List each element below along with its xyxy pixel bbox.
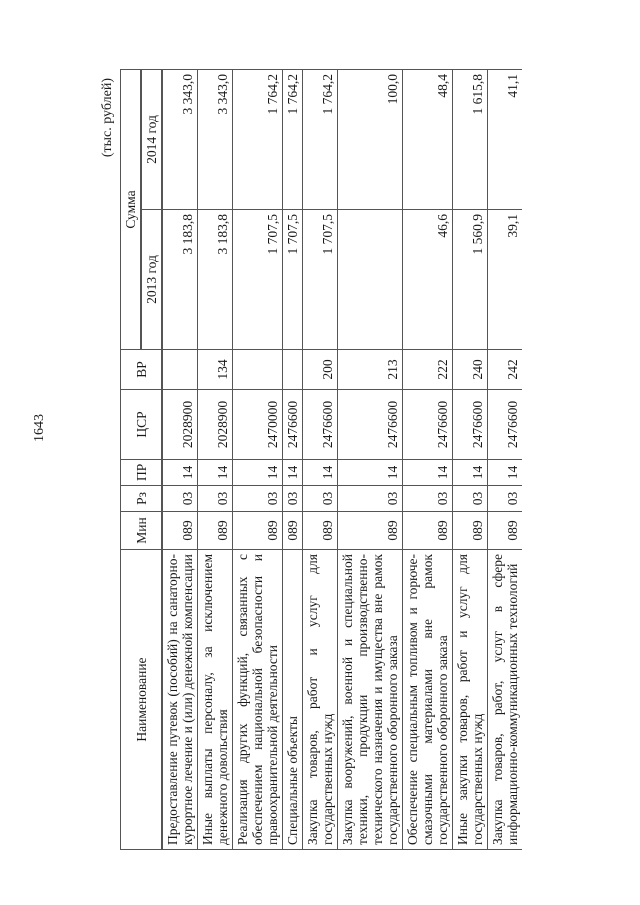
row-csr: 2476600 <box>403 390 453 460</box>
table-row <box>338 69 403 849</box>
row-min: 089 <box>233 512 283 550</box>
row-vr: 222 <box>403 350 453 390</box>
table-row <box>233 69 283 849</box>
col-header-vr: ВР <box>121 350 163 390</box>
row-rz: 03 <box>283 486 303 512</box>
col-header-min: Мин <box>121 512 163 550</box>
row-pr: 14 <box>283 460 303 486</box>
row-csr: 2476600 <box>303 390 338 460</box>
row-rz: 03 <box>403 486 453 512</box>
row-sum-2013: 3 183,8 <box>198 210 233 350</box>
row-name: Закупка товаров, работ, услуг в сфере информационно-коммуникационных технологий <box>488 550 523 850</box>
row-vr: 134 <box>198 350 233 390</box>
row-csr: 2476600 <box>283 390 303 460</box>
col-header-csr: ЦСР <box>121 390 163 460</box>
row-sum-2013: 1 707,5 <box>303 210 338 350</box>
table-row <box>488 69 523 849</box>
row-vr <box>283 350 303 390</box>
row-vr: 240 <box>453 350 488 390</box>
col-header-sum: Сумма <box>121 69 142 349</box>
row-vr: 200 <box>303 350 338 390</box>
row-pr: 14 <box>488 460 523 486</box>
row-pr: 14 <box>453 460 488 486</box>
row-rz: 03 <box>198 486 233 512</box>
row-min: 089 <box>488 512 523 550</box>
col-header-rz: Рз <box>121 486 163 512</box>
row-csr: 2470000 <box>233 390 283 460</box>
row-csr: 2476600 <box>488 390 523 460</box>
col-header-2014: 2014 год <box>141 69 162 209</box>
row-pr: 14 <box>198 460 233 486</box>
row-sum-2013: 1 707,5 <box>233 210 283 350</box>
row-rz: 03 <box>338 486 403 512</box>
row-min: 089 <box>303 512 338 550</box>
col-header-2013: 2013 год <box>141 210 162 350</box>
row-rz: 03 <box>453 486 488 512</box>
row-sum-2014: 1 764,2 <box>233 69 283 209</box>
row-sum-2013: 39,1 <box>488 210 523 350</box>
row-pr: 14 <box>303 460 338 486</box>
row-name: Предоставление путевок (пособий) на санаторно-курортное лечение и (или) денежной компенсации <box>162 550 198 850</box>
units-label: (тыс. рублей) <box>100 78 115 158</box>
table-row <box>198 69 233 849</box>
row-vr <box>233 350 283 390</box>
row-pr: 14 <box>338 460 403 486</box>
row-pr: 14 <box>403 460 453 486</box>
row-min: 089 <box>403 512 453 550</box>
page-number: 1643 <box>32 414 47 442</box>
row-sum-2014: 3 343,0 <box>162 69 198 209</box>
row-rz: 03 <box>162 486 198 512</box>
row-sum-2014: 1 615,8 <box>453 69 488 209</box>
row-sum-2014: 48,4 <box>403 69 453 209</box>
row-vr: 242 <box>488 350 523 390</box>
row-vr <box>162 350 198 390</box>
row-name: Иные закупки товаров, работ и услуг для государственных нужд <box>453 550 488 850</box>
row-pr: 14 <box>233 460 283 486</box>
header-row <box>121 69 142 849</box>
col-header-name: Наименование <box>121 550 163 850</box>
rotated-table-area <box>100 70 550 850</box>
row-min: 089 <box>453 512 488 550</box>
row-sum-2013: 46,6 <box>403 210 453 350</box>
row-name: Иные выплаты персоналу, за исключением денежного довольствия <box>198 550 233 850</box>
row-sum-2014: 100,0 <box>338 69 403 209</box>
table-row <box>283 69 303 849</box>
row-min: 089 <box>283 512 303 550</box>
row-name: Специальные объекты <box>283 550 303 850</box>
row-vr: 213 <box>338 350 403 390</box>
row-csr: 2028900 <box>162 390 198 460</box>
row-sum-2013: 1 707,5 <box>283 210 303 350</box>
budget-table <box>120 69 522 850</box>
row-sum-2014: 3 343,0 <box>198 69 233 209</box>
table-row <box>162 69 198 849</box>
row-name: Обеспечение специальным топливом и горюче-смазочными материалами вне рамок государственного оборонного заказа <box>403 550 453 850</box>
table-row <box>453 69 488 849</box>
row-sum-2014: 1 764,2 <box>283 69 303 209</box>
row-rz: 03 <box>303 486 338 512</box>
row-name: Реализация других функций, связанных с обеспечением национальной безопасности и правоохранительной деятельности <box>233 550 283 850</box>
row-sum-2014: 1 764,2 <box>303 69 338 209</box>
row-min: 089 <box>162 512 198 550</box>
row-min: 089 <box>338 512 403 550</box>
table-row <box>303 69 338 849</box>
row-rz: 03 <box>488 486 523 512</box>
row-csr: 2476600 <box>453 390 488 460</box>
row-pr: 14 <box>162 460 198 486</box>
row-sum-2013 <box>338 210 403 350</box>
col-header-pr: ПР <box>121 460 163 486</box>
row-rz: 03 <box>233 486 283 512</box>
row-sum-2013: 1 560,9 <box>453 210 488 350</box>
row-sum-2014: 41,1 <box>488 69 523 209</box>
row-sum-2013: 3 183,8 <box>162 210 198 350</box>
row-name: Закупка вооружений, военной и специальной техники, продукции производственно-технического назначения и имущества вне рамок государственного оборонного заказа <box>338 550 403 850</box>
row-min: 089 <box>198 512 233 550</box>
row-name: Закупка товаров, работ и услуг для государственных нужд <box>303 550 338 850</box>
row-csr: 2476600 <box>338 390 403 460</box>
row-csr: 2028900 <box>198 390 233 460</box>
table-row <box>403 69 453 849</box>
